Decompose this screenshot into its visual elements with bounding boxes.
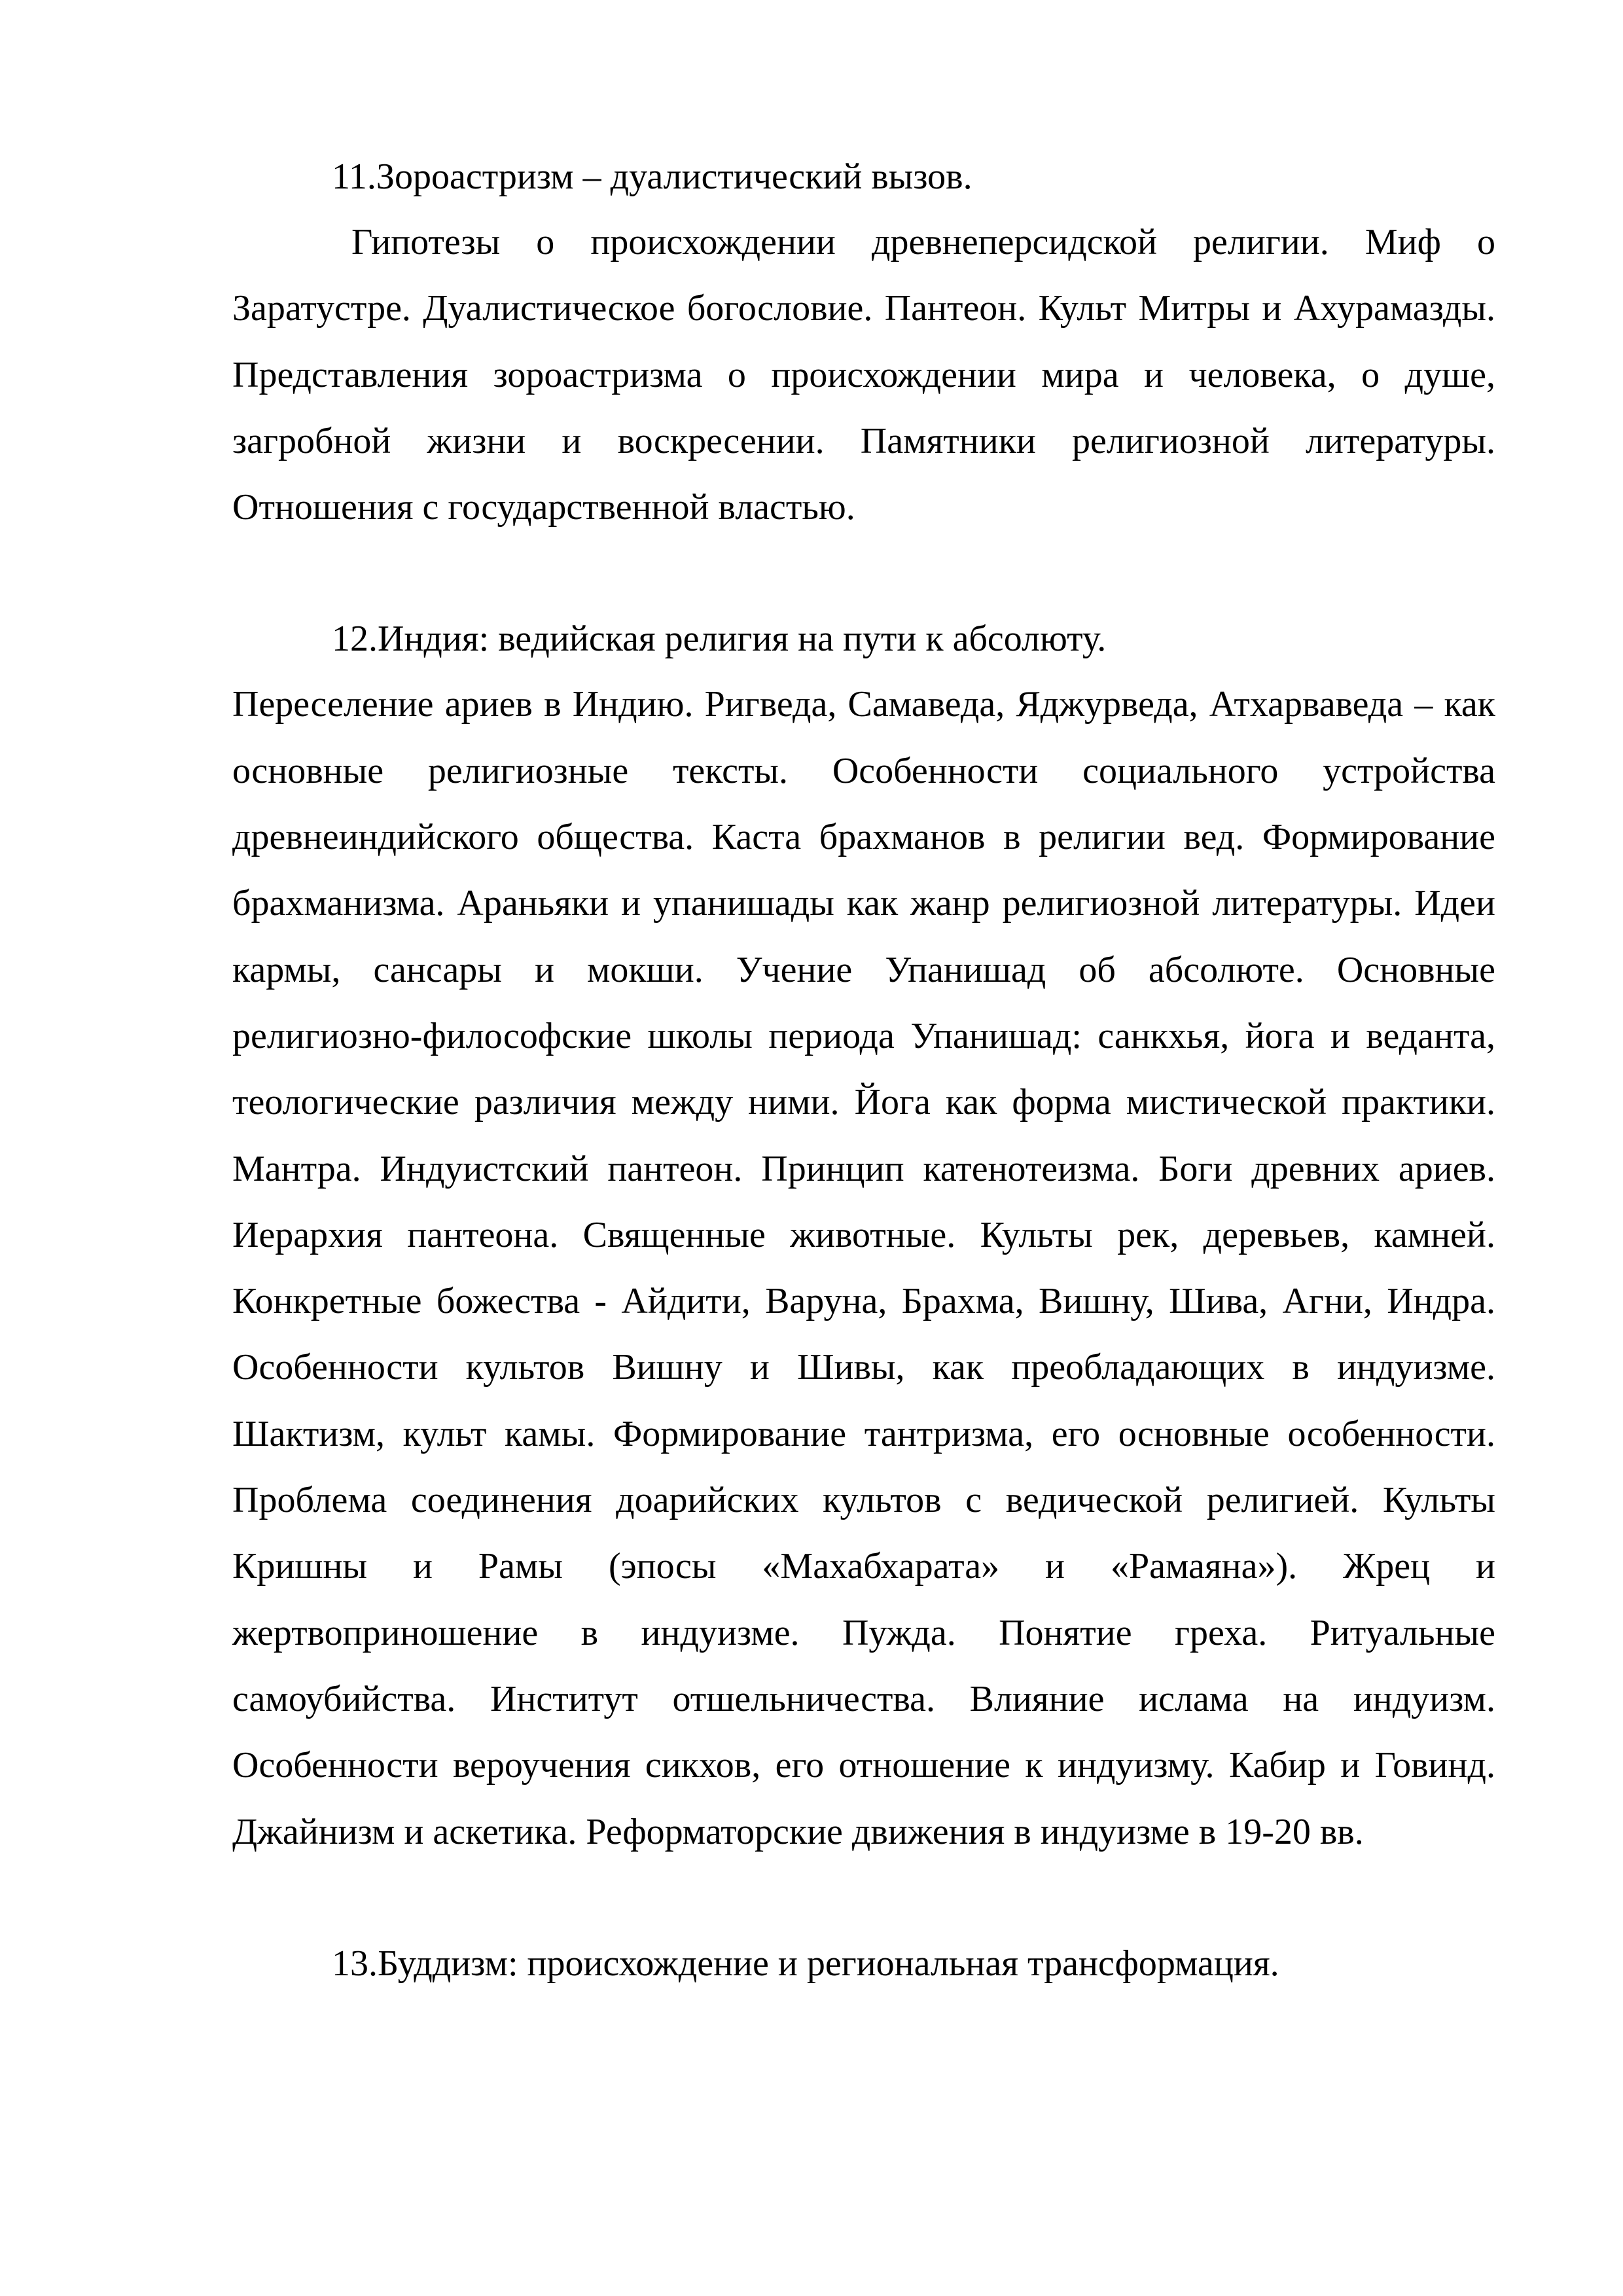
section-heading: 13.Буддизм: происхождение и региональная трансформация. [332,1943,1279,1984]
section-paragraph: Переселение ариев в Индию. Ригведа, Самаведа, Яджурведа, Атхарваведа – как основные религиозные тексты. Особенности социального устройства древнеиндийского общества. Каста брахманов в религии вед. Формирование брахманизма. Араньяки и упанишады как жанр религиозной литературы. Идеи кармы, сансары и мокши. Учение Упанишад об абсолюте. Основные религиозно-философские школы периода Упанишад: санкхья, йога и веданта, теологические различия между ними. Йога как форма мистической практики. Мантра. Индуистский пантеон. Принцип катенотеизма. Боги древних ариев. Иерархия пантеона. Священные животные. Культы рек, деревьев, камней. Конкретные божества - Айдити, Варуна, Брахма, Вишну, Шива, Агни, Индра. Особенности культов Вишну и Шивы, как преобладающих в индуизме. Шактизм, культ камы. Формирование тантризма, его основные особенности. Проблема соединения доарийских культов с ведической религией. Культы Кришны и Рамы (эпосы «Махабхарата» и «Рамаяна»). Жрец и жертвоприношение в индуизме. Пужда. Понятие греха. Ритуальные самоубийства. Институт отшельничества. Влияние ислама на индуизм. Особенности вероучения сикхов, его отношение к индуизму. Кабир и Говинд. Джайнизм и аскетика. Реформаторские движения в индуизме в 19-20 вв. [232,684,1495,1852]
section-gap [232,1865,1495,1931]
section-zoroastrianism [232,144,1495,541]
section-paragraph: Гипотезы о происхождении древнеперсидской религии. Миф о Заратустре. Дуалистическое богословие. Пантеон. Культ Митры и Ахурамазды. Представления зороастризма о происхождении мира и человека, о душе, загробной жизни и воскресении. Памятники религиозной литературы. Отношения с государственной властью. [232,222,1495,528]
section-india [232,606,1495,1865]
section-heading: 11.Зороастризм – дуалистический вызов. [332,156,972,197]
section-buddhism [232,1931,1495,1996]
section-gap [232,541,1495,606]
section-heading: 12.Индия: ведийская религия на пути к абсолюту. [332,619,1107,660]
document-page [232,144,1495,1996]
